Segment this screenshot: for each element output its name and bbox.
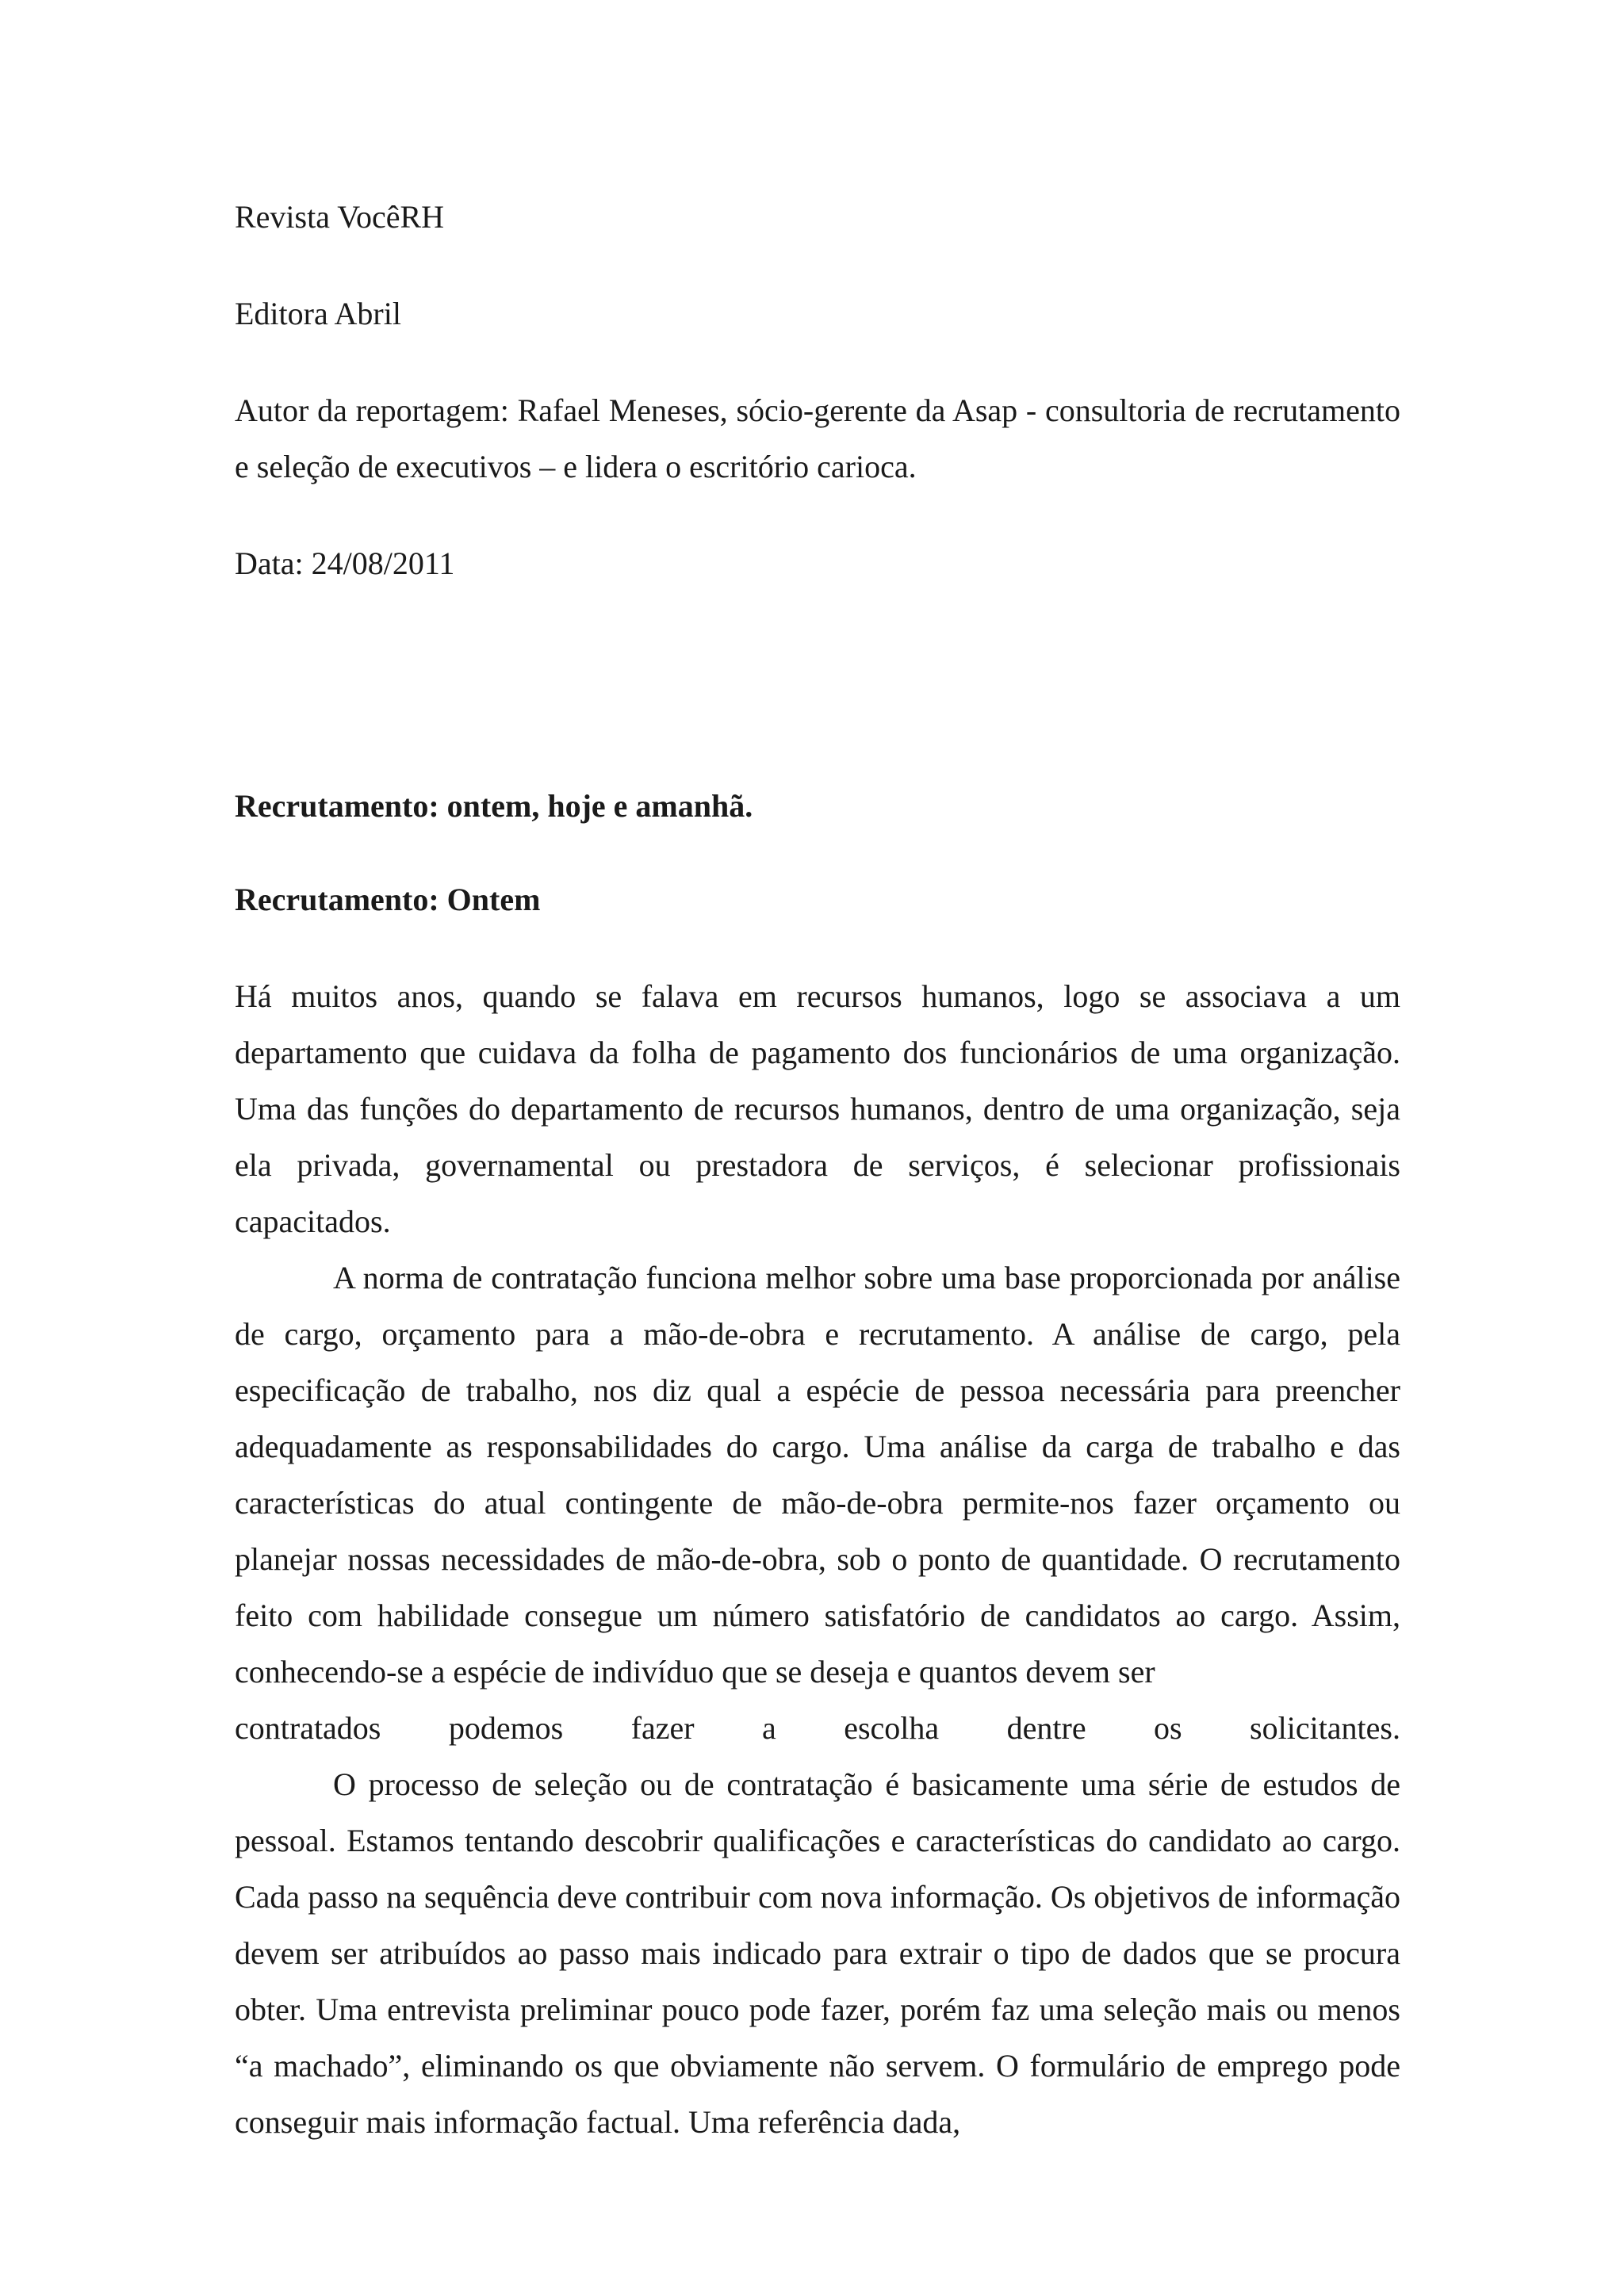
paragraph-2-word: a bbox=[762, 1710, 776, 1746]
author-line: Autor da reportagem: Rafael Meneses, sócio-gerente da Asap - consultoria de recrutamento e seleção de executivos – e lidera o escritório carioca. bbox=[235, 392, 1400, 484]
paragraph-2-word: dentre bbox=[1006, 1710, 1086, 1746]
paragraph-2-word: fazer bbox=[630, 1710, 695, 1746]
paragraph-3: O processo de seleção ou de contratação é basicamente uma série de estudos de pessoal. Estamos tentando descobrir qualificações e características do candidato ao cargo. Cada passo na sequência deve contribuir com nova informação. Os objetivos de informação devem ser atribuídos ao passo mais indicado para extrair o tipo de dados que se procura obter. Uma entrevista preliminar pouco pode fazer, porém faz uma seleção mais ou menos “a machado”, eliminando os que obviamente não servem. O formulário de emprego pode conseguir mais informação factual. Uma referência dada, bbox=[235, 1766, 1400, 2140]
paragraph-2-word: contratados bbox=[235, 1710, 381, 1746]
paragraph-2-word: podemos bbox=[448, 1710, 564, 1746]
publisher-name: Editora Abril bbox=[235, 296, 401, 331]
document-body bbox=[235, 189, 1400, 2150]
magazine-name: Revista VocêRH bbox=[235, 199, 445, 235]
paragraph-2-word: os bbox=[1154, 1710, 1182, 1746]
section-title: Recrutamento: Ontem bbox=[235, 882, 541, 917]
paragraph-2: A norma de contratação funciona melhor sobre uma base proporcionada por análise de cargo, orçamento para a mão-de-obra e recrutamento. A análise de cargo, pela especificação de trabalho, nos diz qual a espécie de pessoa necessária para preencher adequadamente as responsabilidades do cargo. Uma análise da carga de trabalho e das características do atual contingente de mão-de-obra permite-nos fazer orçamento ou planejar nossas necessidades de mão-de-obra, sob o ponto de quantidade. O recrutamento feito com habilidade consegue um número satisfatório de candidatos ao cargo. Assim, conhecendo-se a espécie de indivíduo que se deseja e quantos devem ser bbox=[235, 1260, 1400, 1689]
paragraph-2-word: escolha bbox=[844, 1710, 940, 1746]
paragraph-2-word: solicitantes. bbox=[1250, 1710, 1400, 1746]
paragraph-1: Há muitos anos, quando se falava em recursos humanos, logo se associava a um departamento que cuidava da folha de pagamento dos funcionários de uma organização. Uma das funções do departamento de recursos humanos, dentro de uma organização, seja ela privada, governamental ou prestadora de serviços, é selecionar profissionais capacitados. bbox=[235, 978, 1400, 1239]
paragraph-2-last-line bbox=[235, 1700, 1400, 1756]
article-title: Recrutamento: ontem, hoje e amanhã. bbox=[235, 788, 753, 824]
date-line: Data: 24/08/2011 bbox=[235, 545, 455, 581]
